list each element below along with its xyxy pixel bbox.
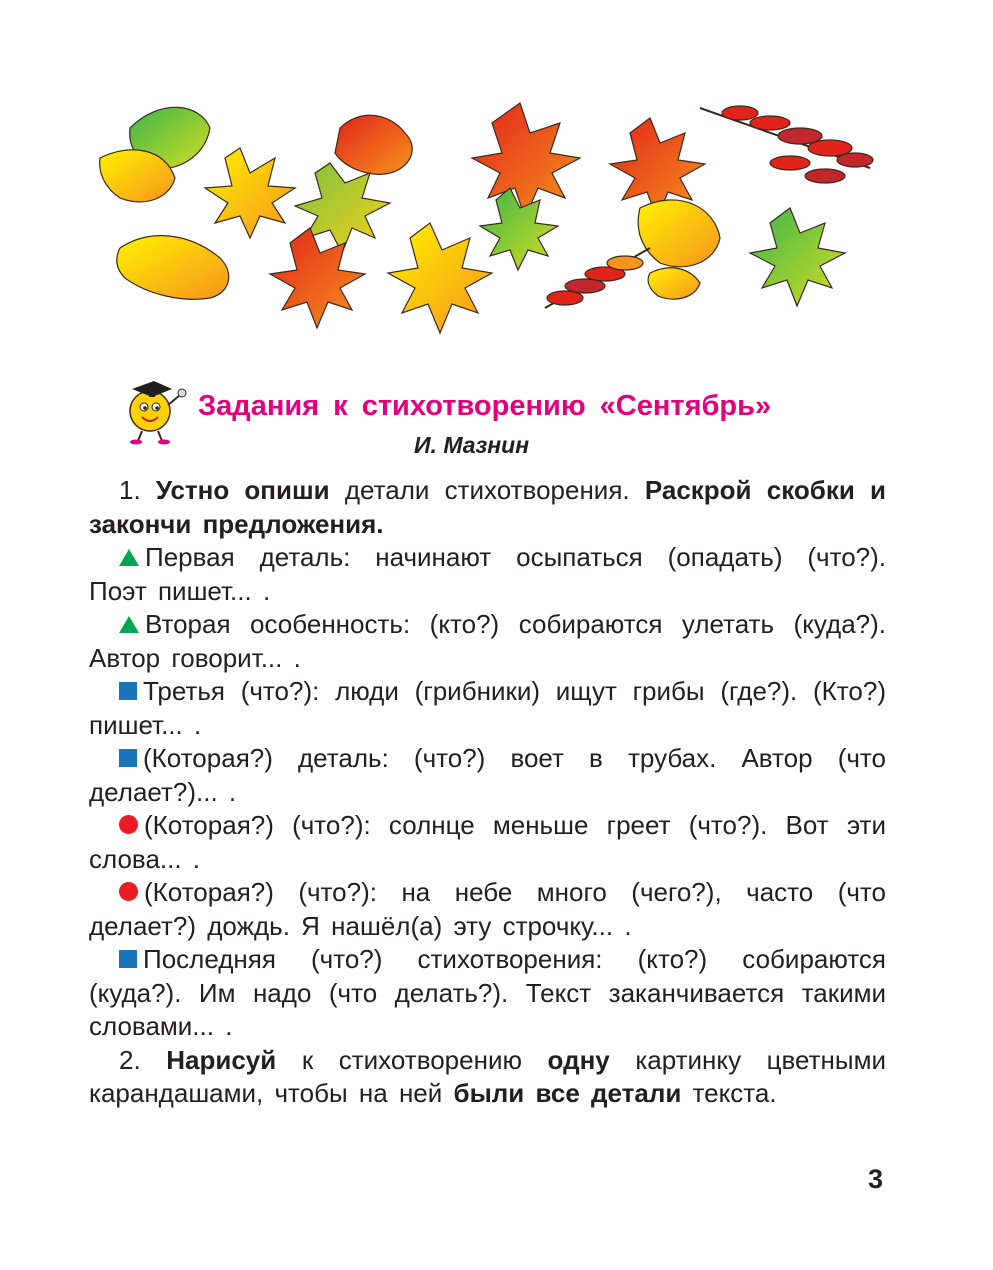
task-number: 1. bbox=[119, 475, 141, 505]
maple-leaf-red bbox=[472, 103, 580, 218]
green-triangle-icon bbox=[119, 549, 139, 566]
list-item: Первая деталь: начинают осыпаться (опадать) (что?). Поэт пишет... . bbox=[89, 542, 886, 606]
autumn-leaves-illustration bbox=[90, 88, 880, 348]
oak-leaf-orange bbox=[335, 115, 412, 174]
list-item: (Которая?) (что?): солнце меньше греет (что?). Вот эти слова... . bbox=[89, 810, 886, 874]
list-item: Третья (что?): люди (грибники) ищут грибы (где?). (Кто?) пишет... . bbox=[89, 676, 886, 740]
page-number: 3 bbox=[868, 1164, 884, 1194]
blue-square-icon bbox=[119, 749, 137, 767]
blue-square-icon bbox=[119, 950, 137, 968]
red-circle-icon bbox=[119, 882, 138, 901]
blue-square-icon bbox=[119, 682, 137, 700]
list-item: (Которая?) (что?): на небе много (чего?), часто (что делает?) дождь. Я нашёл(а) эту строчку... . bbox=[89, 877, 886, 941]
task-heading bbox=[120, 370, 890, 460]
oak-leaf-bottom bbox=[117, 236, 229, 300]
page-title: Задания к стихотворению «Сентябрь» bbox=[198, 390, 772, 422]
list-item: Последняя (что?) стихотворения: (кто?) собираются (куда?). Им надо (что делать?). Текст заканчивается такими словами... . bbox=[89, 944, 886, 1041]
maple-leaf-yellow bbox=[205, 148, 295, 238]
poem-author: И. Мазнин bbox=[414, 432, 530, 458]
maple-leaf-yellow-center bbox=[388, 223, 492, 333]
maple-leaf-red-bottom bbox=[270, 228, 365, 328]
task-number: 2. bbox=[119, 1044, 141, 1075]
task-1: 1. Устно опиши детали стихотворения. Раскрой скобки и закончи предложения. bbox=[89, 475, 886, 539]
green-triangle-icon bbox=[119, 616, 139, 633]
red-circle-icon bbox=[119, 815, 138, 834]
list-item: (Которая?) деталь: (что?) воет в трубах. Автор (что делает?)... . bbox=[89, 743, 886, 807]
list-item: Вторая особенность: (кто?) собираются улетать (куда?). Автор говорит... . bbox=[89, 609, 886, 673]
oak-leaf-small bbox=[648, 268, 700, 299]
maple-leaf-green-right bbox=[750, 208, 845, 306]
birch-leaf-orange bbox=[638, 200, 720, 267]
task-2: 2. Нарисуй к стихотворению одну картинку цветными карандашами, чтобы на ней были все детали текста. bbox=[89, 1044, 886, 1108]
smiley-graduate-mascot-icon bbox=[120, 375, 190, 445]
task-content bbox=[89, 474, 886, 1111]
